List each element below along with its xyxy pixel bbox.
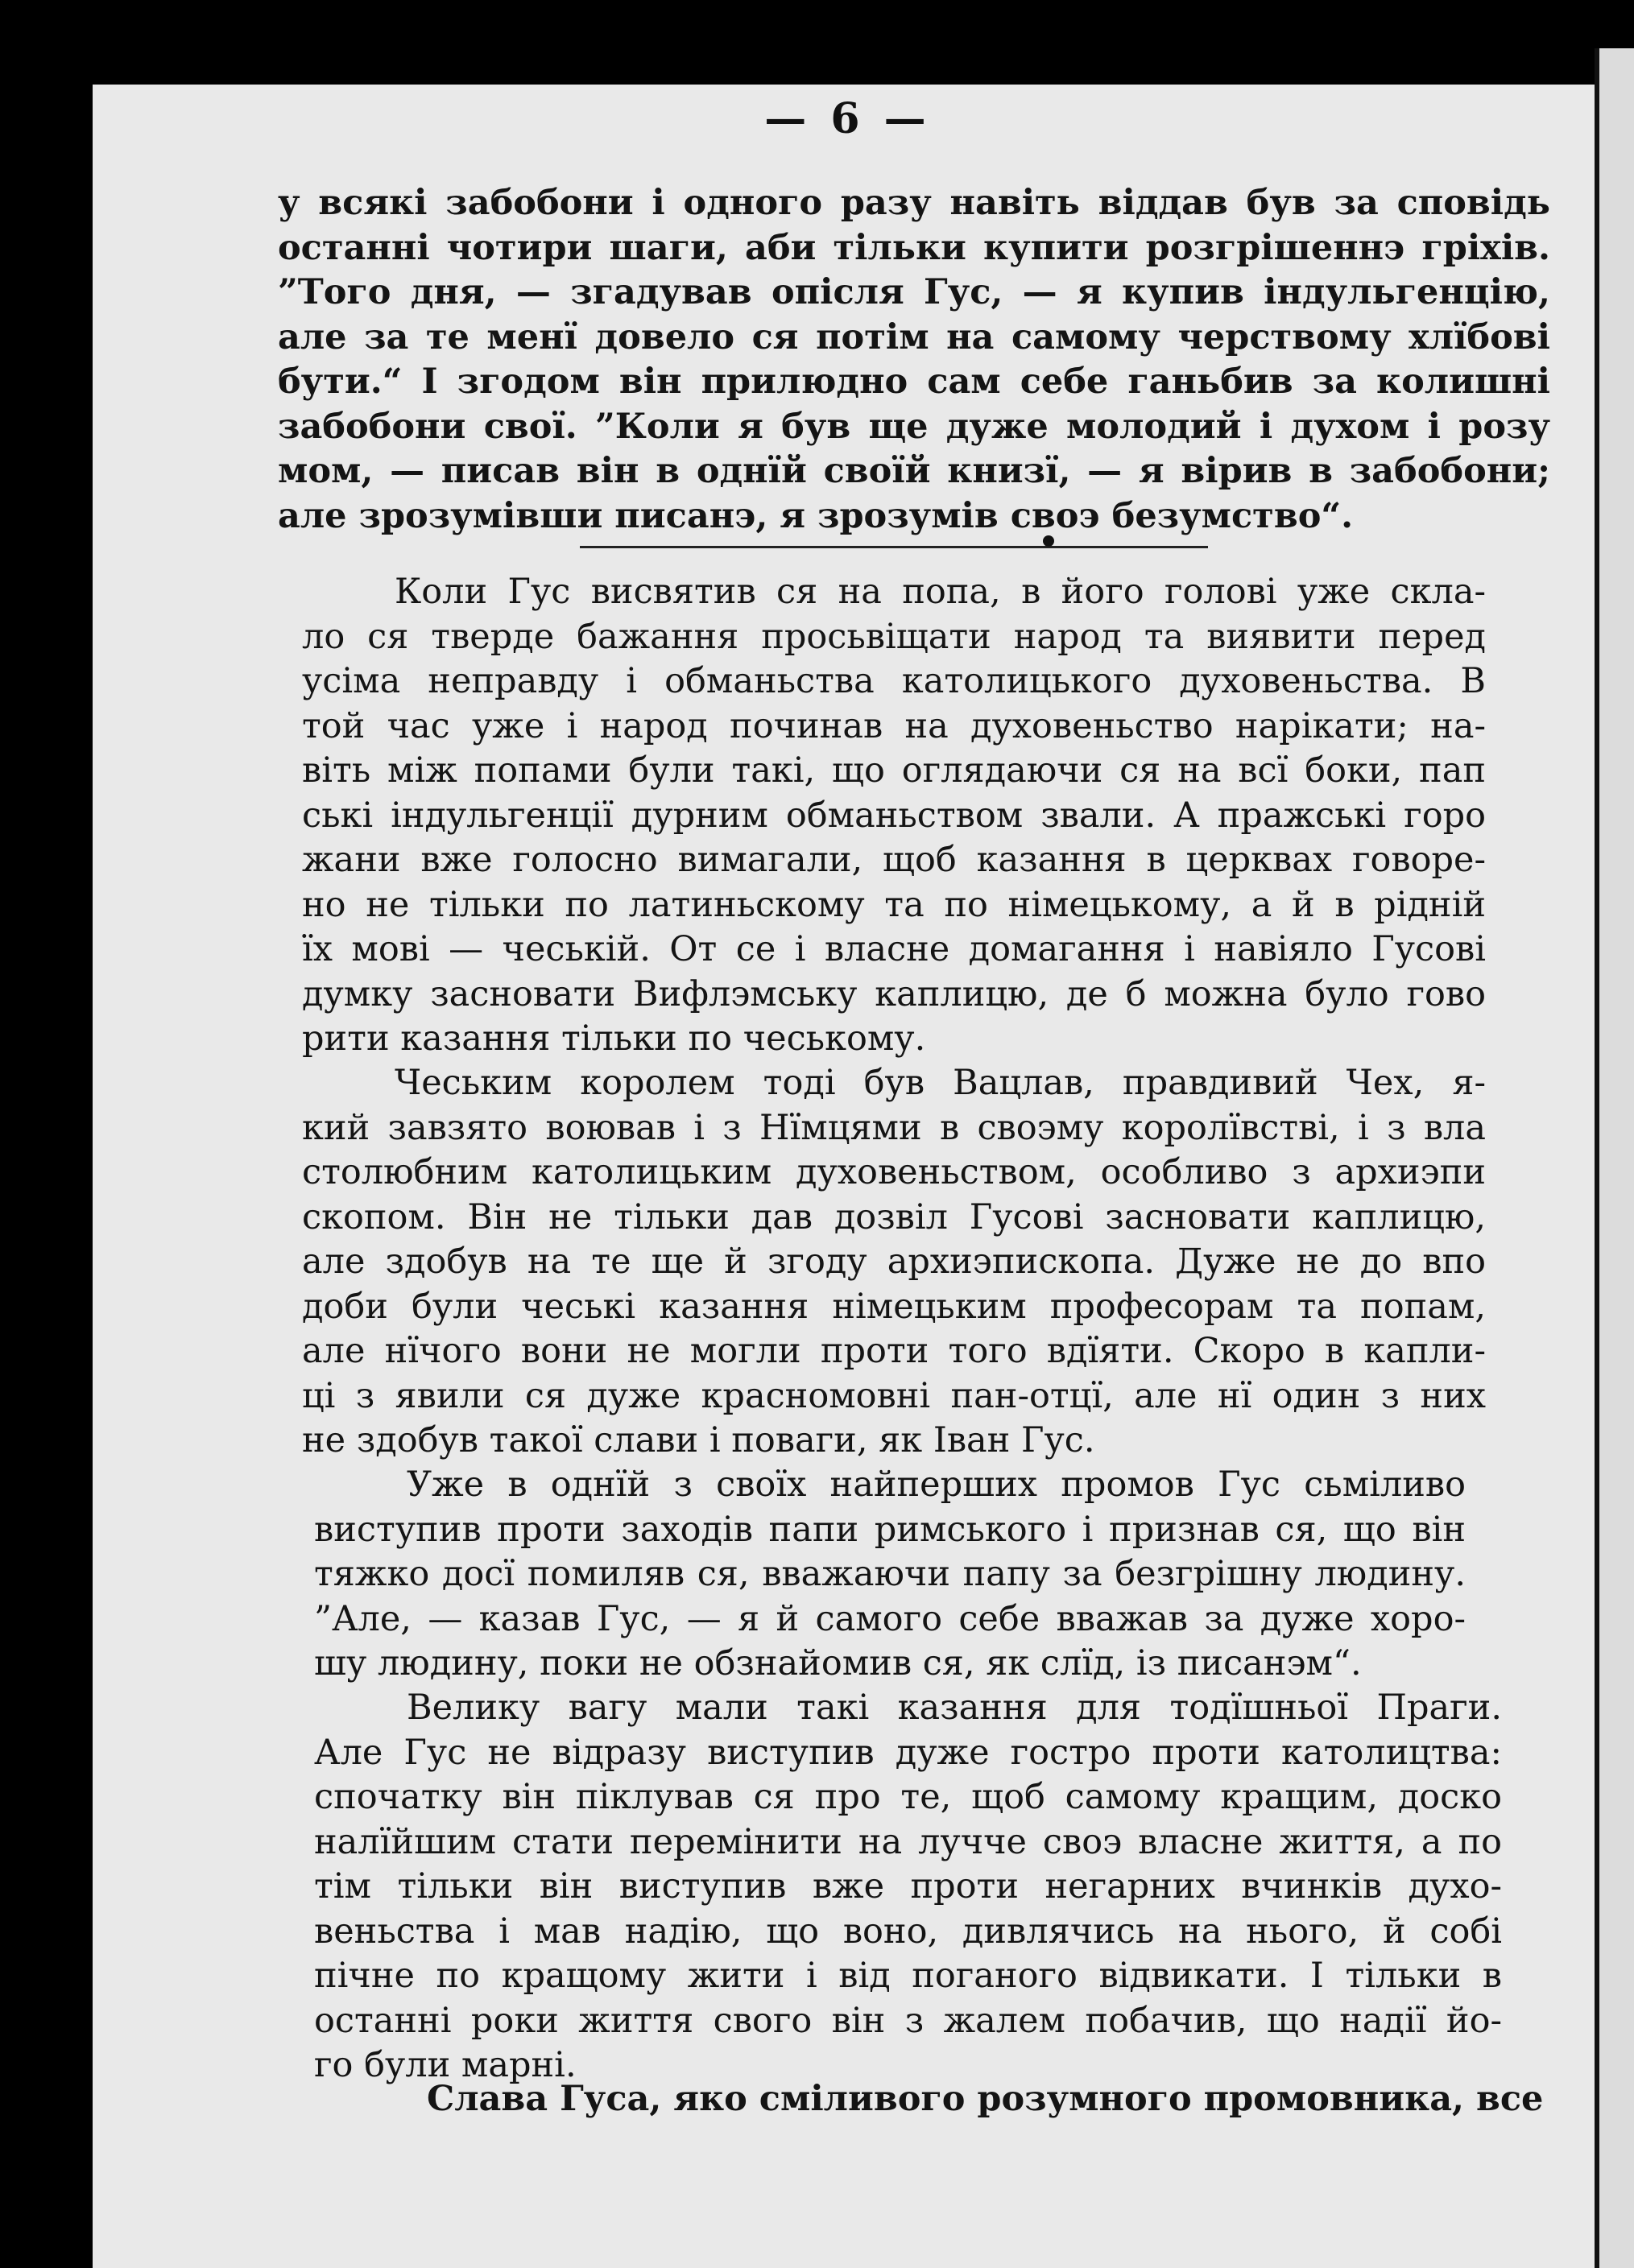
text-line: їх мові — чеській. От се і власне домагання і навіяло Гусові xyxy=(302,929,1486,969)
text-line: жани вже голосно вимагали, щоб казання в церквах говоре- xyxy=(302,840,1486,880)
text-line: налїйшим стати перемінити на лучче своэ власне життя, а по xyxy=(314,1821,1502,1862)
text-line: ”Але, — казав Гус, — я й самого себе вважав за дуже хоро- xyxy=(314,1598,1466,1639)
paragraph-3 xyxy=(302,1061,1486,1464)
section-divider xyxy=(580,546,1208,548)
text-line: спочатку він піклував ся про те, щоб самому кращим, доско xyxy=(314,1777,1502,1817)
text-line: пічне по кращому жити і від поганого відвикати. І тільки в xyxy=(314,1956,1502,1996)
text-line: Уже в однїй з своїх найперших промов Гус сьміливо xyxy=(407,1464,1466,1505)
text-line: ські індульгенції дурним обманьством звали. А пражські горо xyxy=(302,795,1486,836)
page-number: — 6 — xyxy=(764,94,931,143)
divider-ornament xyxy=(1043,535,1054,547)
text-line: забобони свої. ”Коли я був ще дуже молодий і духом і розу xyxy=(278,406,1550,447)
text-line: але нїчого вони не могли проти того вдїяти. Скоро в капли- xyxy=(302,1331,1486,1371)
text-line: веньства і мав надію, що воно, дивлячись на нього, й собі xyxy=(314,1911,1502,1952)
text-line: у всякі забобони і одного разу навіть віддав був за сповідь xyxy=(278,183,1550,223)
paragraph-1 xyxy=(278,181,1550,539)
text-line: го були марні. xyxy=(314,2045,577,2085)
text-line: ”Того дня, — згадував опісля Гус, — я купив індульгенцію, xyxy=(278,272,1550,312)
text-line: рити казання тільки по чеському. xyxy=(302,1018,926,1059)
text-line: Але Гус не відразу виступив дуже гостро проти католицтва: xyxy=(314,1732,1502,1773)
text-line: тяжко досї помиляв ся, вважаючи папу за безгрішну людину. xyxy=(314,1554,1466,1594)
text-line: скопом. Він не тільки дав дозвіл Гусові засновати каплицю, xyxy=(302,1196,1486,1237)
text-line: але зрозумівши писанэ, я зрозумів своэ безумство“. xyxy=(278,495,1354,536)
text-line: доби були чеські казання німецьким професорам та попам, xyxy=(302,1286,1486,1327)
text-line: останні роки життя свого він з жалем побачив, що надії йо- xyxy=(314,2000,1502,2041)
text-line: останні чотири шаги, аби тільки купити розгрішеннэ гріхів. xyxy=(278,227,1550,268)
text-line: усіма неправду і обманьства католицького духовеньства. В xyxy=(302,661,1486,701)
text-line: ці з явили ся дуже красномовні пан-отцї, але нї один з них xyxy=(302,1375,1486,1416)
text-line: Слава Гуса, яко сміливого розумного промовника, все xyxy=(427,2079,1544,2119)
text-line: той час уже і народ починав на духовеньство нарікати; на- xyxy=(302,705,1486,746)
text-line: виступив проти заходів папи римського і признав ся, що він xyxy=(314,1509,1466,1550)
text-line: тім тільки він виступив вже проти негарних вчинків духо- xyxy=(314,1866,1502,1907)
paragraph-2 xyxy=(302,570,1486,1062)
text-line: віть між попами були такі, що оглядаючи ся на всї боки, пап xyxy=(302,750,1486,791)
text-line: думку засновати Вифлэмську каплицю, де б можна було гово xyxy=(302,973,1486,1014)
text-line: шу людину, поки не обзнайомив ся, як слїд, із писанэм“. xyxy=(314,1643,1362,1683)
text-line: Коли Гус висвятив ся на попа, в його голові уже скла- xyxy=(395,572,1486,612)
text-line: кий завзято воював і з Нїмцями в своэму королївстві, і з вла xyxy=(302,1107,1486,1148)
text-line: не здобув такої слави і поваги, як Іван Гус. xyxy=(302,1420,1095,1460)
text-line: бути.“ І згодом він прилюдно сам себе ганьбив за колишні xyxy=(278,361,1550,402)
paragraph-4 xyxy=(314,1463,1466,1687)
text-line: але здобув на те ще й згоду архиэпископа. Дуже не до впо xyxy=(302,1241,1486,1282)
text-line: но не тільки по латиньскому та по німецькому, а й в рідній xyxy=(302,884,1486,925)
text-line: ло ся тверде бажання просьвіщати народ та виявити перед xyxy=(302,616,1486,657)
adjacent-page-edge xyxy=(1595,48,1634,2268)
paragraph-6 xyxy=(314,2077,1544,2122)
text-line: Велику вагу мали такі казання для тодїшньої Праги. xyxy=(407,1688,1502,1728)
text-line: але за те менї довело ся потім на самому черствому хлїбові xyxy=(278,316,1550,357)
text-line: Чеським королем тоді був Вацлав, правдивий Чех, я- xyxy=(395,1063,1486,1103)
text-line: мом, — писав він в однїй своїй книзї, — я вірив в забобони; xyxy=(278,451,1550,491)
paragraph-5 xyxy=(314,1686,1502,2088)
text-line: столюбним католицьким духовеньством, особливо з архиэпи xyxy=(302,1152,1486,1192)
